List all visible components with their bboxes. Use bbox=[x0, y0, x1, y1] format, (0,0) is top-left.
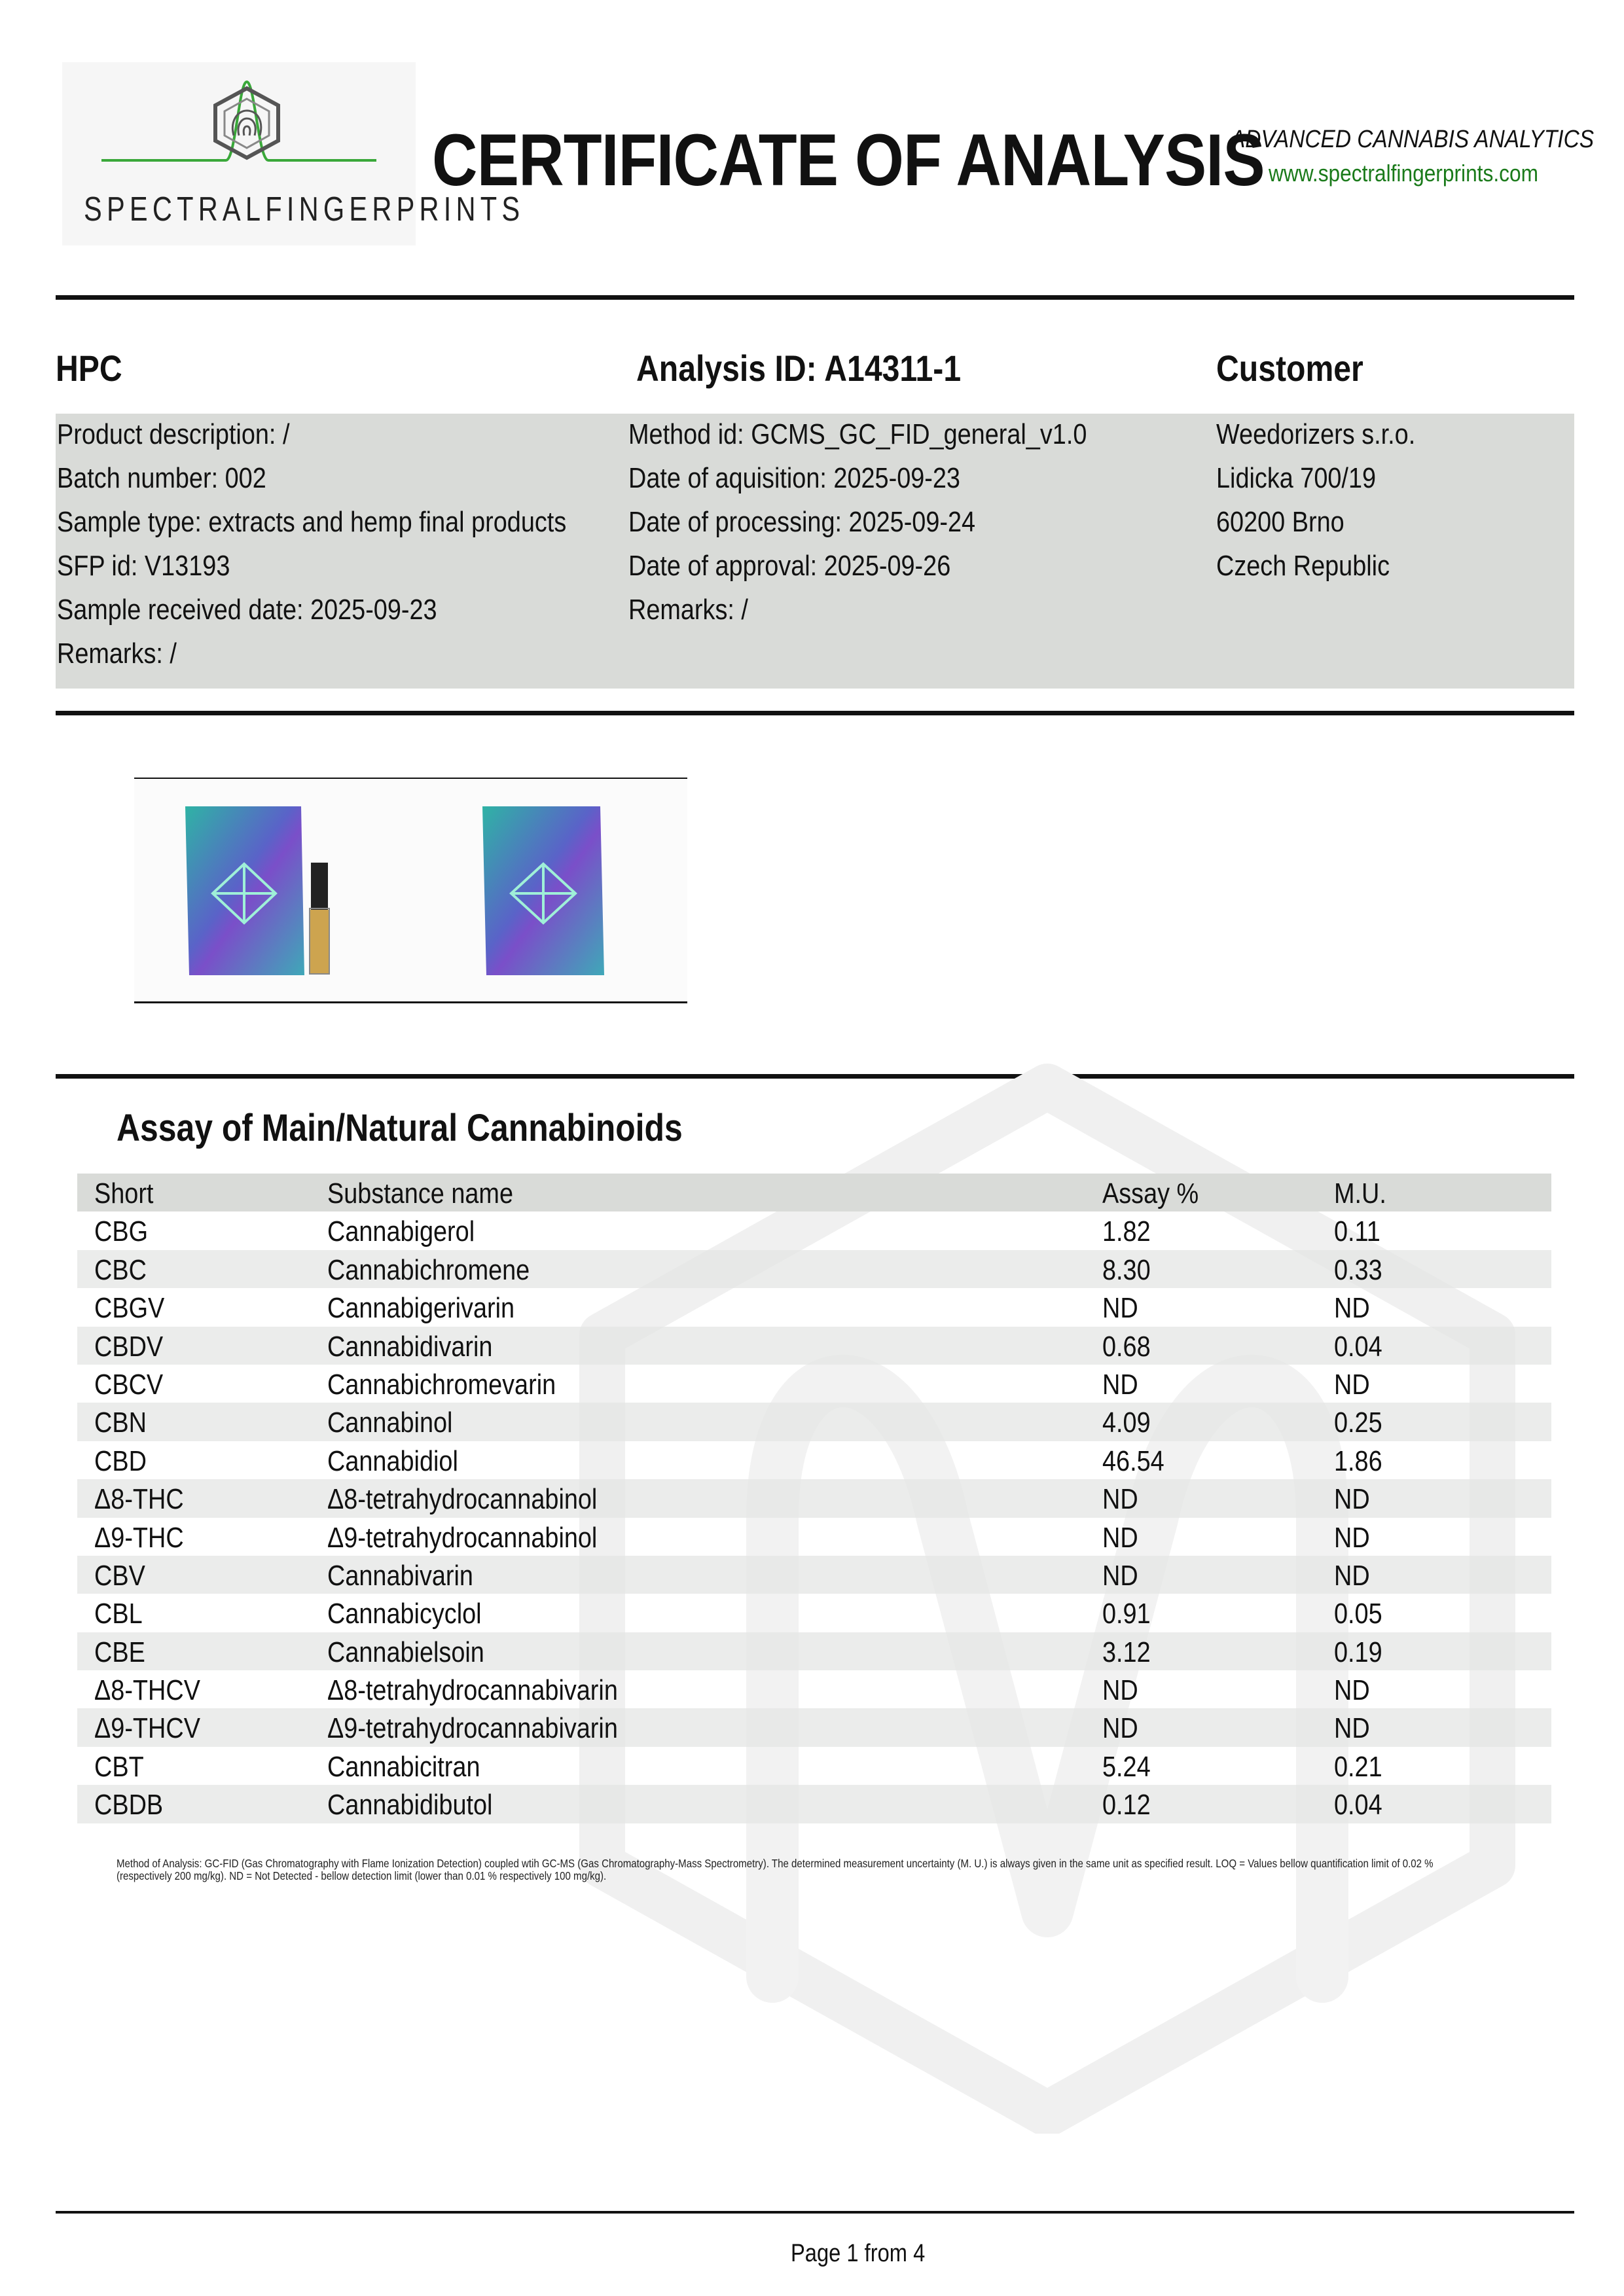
info-sample-type: Sample type: extracts and hemp final products bbox=[57, 506, 567, 538]
cell-substance: Δ9-tetrahydrocannabinol bbox=[327, 1521, 598, 1554]
header-divider bbox=[56, 295, 1574, 300]
table-row bbox=[77, 1327, 1551, 1365]
cell-assay: ND bbox=[1102, 1712, 1138, 1745]
product-photo bbox=[134, 779, 687, 1001]
footer-divider bbox=[56, 2211, 1574, 2214]
cell-mu: 0.33 bbox=[1334, 1253, 1382, 1286]
cell-substance: Cannabidiol bbox=[327, 1444, 458, 1477]
cell-mu: 0.11 bbox=[1334, 1215, 1380, 1248]
page-number: Page 1 from 4 bbox=[791, 2240, 926, 2267]
cell-short: Δ9-THCV bbox=[94, 1712, 200, 1745]
cell-substance: Cannabigerol bbox=[327, 1215, 475, 1248]
table-row bbox=[77, 1594, 1551, 1632]
cell-assay: 0.91 bbox=[1102, 1598, 1151, 1630]
info-sfp-id: SFP id: V13193 bbox=[57, 550, 230, 582]
cell-substance: Cannabidivarin bbox=[327, 1330, 493, 1363]
cell-assay: 8.30 bbox=[1102, 1253, 1151, 1286]
cell-assay: 3.12 bbox=[1102, 1636, 1151, 1668]
cell-mu: ND bbox=[1334, 1368, 1370, 1401]
cannabinoid-table bbox=[77, 1174, 1551, 1823]
cell-substance: Cannabicitran bbox=[327, 1750, 480, 1783]
cell-substance: Cannabichromene bbox=[327, 1253, 530, 1286]
cell-assay: 0.12 bbox=[1102, 1789, 1151, 1821]
info-remarks: Remarks: / bbox=[57, 637, 177, 670]
info-received-date: Sample received date: 2025-09-23 bbox=[57, 594, 437, 626]
info-date-approval: Date of approval: 2025-09-26 bbox=[628, 550, 951, 582]
cell-short: CBD bbox=[94, 1444, 147, 1477]
cell-mu: 0.04 bbox=[1334, 1789, 1382, 1821]
cell-short: CBG bbox=[94, 1215, 149, 1248]
cell-assay: 0.68 bbox=[1102, 1330, 1151, 1363]
info-date-aquisition: Date of aquisition: 2025-09-23 bbox=[628, 462, 960, 494]
cell-mu: 0.05 bbox=[1334, 1598, 1382, 1630]
customer-street: Lidicka 700/19 bbox=[1216, 462, 1377, 494]
cell-short: Δ8-THC bbox=[94, 1483, 184, 1516]
header-short: Short bbox=[94, 1177, 154, 1210]
table-row bbox=[77, 1785, 1551, 1823]
sample-info-panel bbox=[56, 414, 1574, 689]
cell-substance: Cannabielsoin bbox=[327, 1636, 484, 1668]
cell-short: Δ9-THC bbox=[94, 1521, 184, 1554]
cell-short: Δ8-THCV bbox=[94, 1674, 200, 1707]
table-row bbox=[77, 1479, 1551, 1517]
info-batch-number: Batch number: 002 bbox=[57, 462, 266, 494]
table-row bbox=[77, 1365, 1551, 1403]
analysis-id-heading: Analysis ID: A14311-1 bbox=[636, 348, 962, 389]
cell-short: CBCV bbox=[94, 1368, 164, 1401]
cell-short: CBC bbox=[94, 1253, 147, 1286]
cell-assay: 5.24 bbox=[1102, 1750, 1151, 1783]
document-title: CERTIFICATE OF ANALYSIS bbox=[432, 119, 1265, 201]
company-website-link[interactable]: www.spectralfingerprints.com bbox=[1269, 160, 1538, 187]
cell-mu: 1.86 bbox=[1334, 1444, 1382, 1477]
cell-substance: Cannabinol bbox=[327, 1407, 453, 1439]
cell-short: CBV bbox=[94, 1559, 145, 1592]
customer-heading: Customer bbox=[1216, 348, 1363, 389]
logo-wordmark: SPECTRALFINGERPRINTS bbox=[84, 190, 525, 228]
table-row bbox=[77, 1747, 1551, 1785]
table-row bbox=[77, 1211, 1551, 1249]
cell-assay: ND bbox=[1102, 1292, 1138, 1325]
cell-assay: ND bbox=[1102, 1521, 1138, 1554]
cell-assay: ND bbox=[1102, 1483, 1138, 1516]
customer-country: Czech Republic bbox=[1216, 550, 1390, 582]
product-name-heading: HPC bbox=[56, 348, 122, 389]
table-header-row bbox=[77, 1174, 1551, 1211]
cell-assay: ND bbox=[1102, 1674, 1138, 1707]
header-substance-name: Substance name bbox=[327, 1177, 513, 1210]
company-tagline: ADVANCED CANNABIS ANALYTICS bbox=[1231, 126, 1595, 153]
table-row bbox=[77, 1632, 1551, 1670]
cell-mu: ND bbox=[1334, 1674, 1370, 1707]
cell-substance: Δ9-tetrahydrocannabivarin bbox=[327, 1712, 618, 1745]
cell-short: CBGV bbox=[94, 1292, 165, 1325]
cell-short: CBDV bbox=[94, 1330, 164, 1363]
cell-mu: 0.21 bbox=[1334, 1750, 1382, 1783]
cell-short: CBL bbox=[94, 1598, 143, 1630]
method-of-analysis-note: Method of Analysis: GC-FID (Gas Chromatography with Flame Ionization Detection) coupled wtih GC-MS (Gas Chromatography-Mass Spectrometry). The determined measurement uncertainty (M. U.) is always given in the same unit as specified result. LOQ = Values bellow quantification limit of 0.02 % (respectively 200 mg/kg). ND = Not Detected - bellow detection limit (lower than 0.01 % respectively 100 mg/kg). bbox=[117, 1857, 1434, 1882]
cell-substance: Cannabicyclol bbox=[327, 1598, 482, 1630]
table-row bbox=[77, 1708, 1551, 1746]
cell-assay: ND bbox=[1102, 1559, 1138, 1592]
cell-short: CBT bbox=[94, 1750, 144, 1783]
info-date-processing: Date of processing: 2025-09-24 bbox=[628, 506, 976, 538]
cell-substance: Δ8-tetrahydrocannabinol bbox=[327, 1483, 598, 1516]
cell-mu: ND bbox=[1334, 1521, 1370, 1554]
table-row bbox=[77, 1518, 1551, 1556]
cell-short: CBN bbox=[94, 1407, 147, 1439]
cell-assay: 4.09 bbox=[1102, 1407, 1151, 1439]
table-row bbox=[77, 1288, 1551, 1326]
cell-mu: ND bbox=[1334, 1292, 1370, 1325]
table-row bbox=[77, 1403, 1551, 1441]
header-assay-percent: Assay % bbox=[1102, 1177, 1199, 1210]
cell-short: CBE bbox=[94, 1636, 145, 1668]
assay-section-title: Assay of Main/Natural Cannabinoids bbox=[117, 1107, 683, 1149]
info-method-id: Method id: GCMS_GC_FID_general_v1.0 bbox=[628, 418, 1087, 450]
cell-substance: Cannabigerivarin bbox=[327, 1292, 515, 1325]
info-divider bbox=[56, 711, 1574, 715]
info-analysis-remarks: Remarks: / bbox=[628, 594, 748, 626]
header-mu: M.U. bbox=[1334, 1177, 1386, 1210]
info-product-description: Product description: / bbox=[57, 418, 290, 450]
table-row bbox=[77, 1670, 1551, 1708]
cell-mu: 0.25 bbox=[1334, 1407, 1382, 1439]
cell-short: CBDB bbox=[94, 1789, 164, 1821]
cell-substance: Δ8-tetrahydrocannabivarin bbox=[327, 1674, 618, 1707]
cell-substance: Cannabivarin bbox=[327, 1559, 473, 1592]
cell-substance: Cannabichromevarin bbox=[327, 1368, 556, 1401]
photo-bottom-border bbox=[134, 1001, 687, 1003]
cell-assay: 1.82 bbox=[1102, 1215, 1151, 1248]
cell-assay: 46.54 bbox=[1102, 1444, 1164, 1477]
table-row bbox=[77, 1441, 1551, 1479]
table-row bbox=[77, 1250, 1551, 1288]
customer-name: Weedorizers s.r.o. bbox=[1216, 418, 1416, 450]
cell-mu: ND bbox=[1334, 1483, 1370, 1516]
cell-substance: Cannabidibutol bbox=[327, 1789, 493, 1821]
customer-city: 60200 Brno bbox=[1216, 506, 1344, 538]
cell-mu: ND bbox=[1334, 1712, 1370, 1745]
cell-assay: ND bbox=[1102, 1368, 1138, 1401]
cell-mu: 0.04 bbox=[1334, 1330, 1382, 1363]
cell-mu: 0.19 bbox=[1334, 1636, 1382, 1668]
table-row bbox=[77, 1556, 1551, 1594]
cell-mu: ND bbox=[1334, 1559, 1370, 1592]
